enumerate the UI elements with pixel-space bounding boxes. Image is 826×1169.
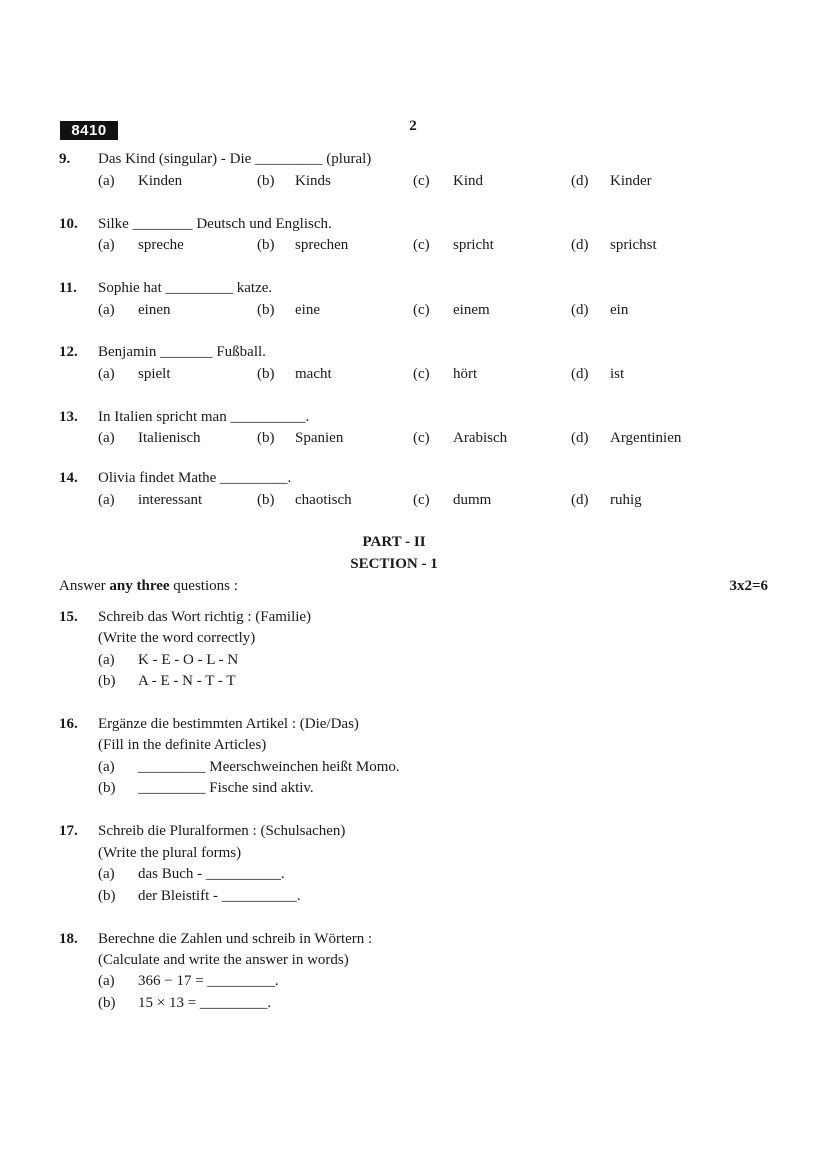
item-label: (b) [98,995,116,1011]
option-label: (c) [413,492,430,508]
instruction-text [59,578,238,595]
option-label: (c) [413,366,430,382]
question-stem: Olivia findet Mathe _________. [98,470,292,486]
question-number: 12. [59,344,78,360]
option-text: Kind [453,173,483,189]
item-text: K - E - O - L - N [138,652,239,668]
item-text: 366 − 17 = _________. [138,973,279,989]
option-text: Arabisch [453,430,508,446]
option-text: spricht [453,237,494,253]
question-number: 9. [59,151,71,167]
item-text: A - E - N - T - T [138,673,236,689]
question-stem: In Italien spricht man __________. [98,409,310,425]
option-label: (c) [413,173,430,189]
paper-code-badge: 8410 [60,121,118,140]
option-label: (b) [257,173,275,189]
option-text: chaotisch [295,492,352,508]
option-label: (c) [413,237,430,253]
option-label: (a) [98,366,115,382]
option-label: (d) [571,237,589,253]
item-text: _________ Fische sind aktiv. [138,780,314,796]
item-label: (b) [98,780,116,796]
option-label: (b) [257,492,275,508]
option-text: ist [610,366,625,382]
option-text: Spanien [295,430,344,446]
option-label: (a) [98,302,115,318]
item-text: _________ Meerschweinchen heißt Momo. [138,759,400,775]
question-stem: Schreib die Pluralformen : (Schulsachen) [98,823,346,839]
option-text: ein [610,302,629,318]
option-text: Kinder [610,173,652,189]
option-text: interessant [138,492,203,508]
instruction-suffix: questions : [169,578,238,594]
option-text: einen [138,302,171,318]
question-number: 16. [59,716,78,732]
option-label: (b) [257,430,275,446]
option-text: ruhig [610,492,642,508]
question-translation: (Write the plural forms) [98,845,242,861]
option-label: (c) [413,302,430,318]
page-number: 2 [409,118,417,134]
part-heading: PART - II [362,534,426,550]
item-label: (b) [98,673,116,689]
item-label: (a) [98,759,115,775]
question-number: 11. [59,280,77,296]
item-text: der Bleistift - __________. [138,888,301,904]
item-label: (a) [98,866,115,882]
question-stem: Benjamin _______ Fußball. [98,344,266,360]
option-text: spielt [138,366,171,382]
question-number: 14. [59,470,78,486]
question-stem: Schreib das Wort richtig : (Familie) [98,609,312,625]
option-text: Kinden [138,173,183,189]
option-text: spreche [138,237,184,253]
question-stem: Das Kind (singular) - Die _________ (plural) [98,151,372,167]
option-label: (b) [257,366,275,382]
question-translation: (Write the word correctly) [98,630,256,646]
option-text: dumm [453,492,492,508]
option-label: (d) [571,366,589,382]
option-text: eine [295,302,320,318]
option-label: (d) [571,430,589,446]
question-translation: (Calculate and write the answer in words) [98,952,349,968]
option-label: (b) [257,302,275,318]
option-label: (d) [571,492,589,508]
section-heading: SECTION - 1 [350,556,438,572]
item-text: 15 × 13 = _________. [138,995,272,1011]
question-stem: Silke ________ Deutsch und Englisch. [98,216,332,232]
instruction-prefix: Answer [59,578,110,594]
item-label: (a) [98,973,115,989]
question-translation: (Fill in the definite Articles) [98,737,267,753]
option-text: Kinds [295,173,331,189]
item-label: (b) [98,888,116,904]
option-text: hört [453,366,478,382]
option-text: einem [453,302,490,318]
question-number: 15. [59,609,78,625]
option-label: (a) [98,237,115,253]
option-text: sprechen [295,237,349,253]
option-label: (a) [98,492,115,508]
item-text: das Buch - __________. [138,866,285,882]
option-label: (c) [413,430,430,446]
question-number: 18. [59,931,78,947]
option-label: (a) [98,430,115,446]
option-text: Italienisch [138,430,201,446]
question-number: 17. [59,823,78,839]
question-stem: Berechne die Zahlen und schreib in Wörtern : [98,931,373,947]
option-label: (d) [571,302,589,318]
option-text: sprichst [610,237,657,253]
option-text: Argentinien [610,430,682,446]
option-label: (a) [98,173,115,189]
marks-label: 3x2=6 [729,578,768,594]
question-number: 13. [59,409,78,425]
question-stem: Sophie hat _________ katze. [98,280,273,296]
option-text: macht [295,366,332,382]
item-label: (a) [98,652,115,668]
question-number: 10. [59,216,78,232]
instruction-emphasis: any three [109,578,170,594]
option-label: (b) [257,237,275,253]
option-label: (d) [571,173,589,189]
question-stem: Ergänze die bestimmten Artikel : (Die/Das) [98,716,359,732]
